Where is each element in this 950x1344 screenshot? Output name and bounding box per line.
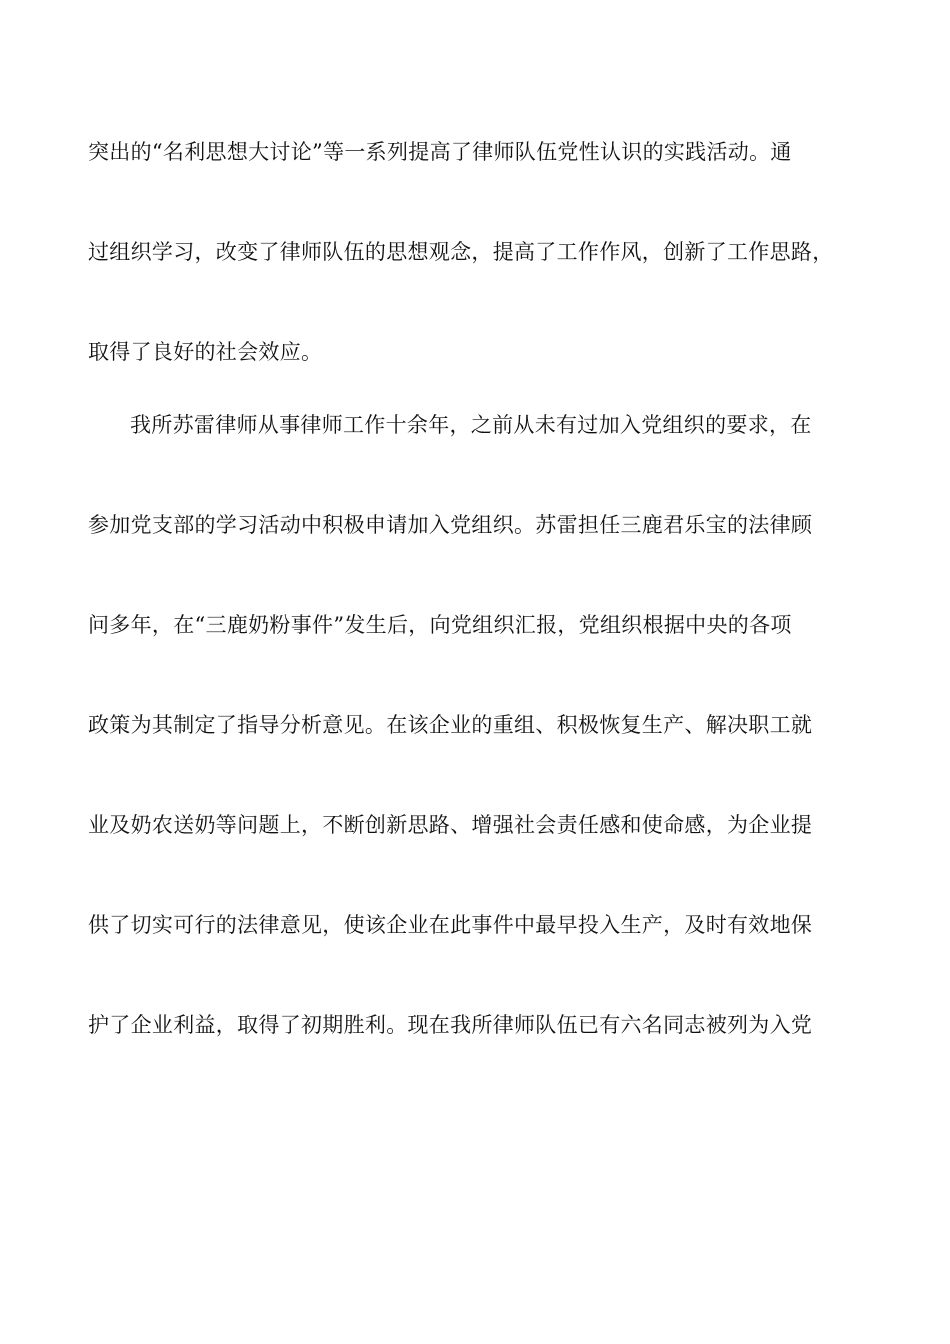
text-line: 过组织学习，改变了律师队伍的思想观念，提高了工作作风，创新了工作思路， [88, 240, 834, 264]
text-line: 政策为其制定了指导分析意见。在该企业的重组、积极恢复生产、解决职工就 [88, 713, 813, 737]
text-line: 取得了良好的社会效应。 [88, 340, 323, 364]
text-line: 业及奶农送奶等问题上，不断创新思路、增强社会责任感和使命感，为企业提 [88, 813, 813, 837]
text-line: 突出的“名利思想大讨论”等一系列提高了律师队伍党性认识的实践活动。通 [88, 140, 792, 164]
text-line: 护了企业利益，取得了初期胜利。现在我所律师队伍已有六名同志被列为入党 [88, 1013, 813, 1037]
text-line: 供了切实可行的法律意见，使该企业在此事件中最早投入生产，及时有效地保 [88, 913, 813, 937]
text-line: 参加党支部的学习活动中积极申请加入党组织。苏雷担任三鹿君乐宝的法律顾 [88, 513, 813, 537]
text-line: 问多年，在“三鹿奶粉事件”发生后，向党组织汇报，党组织根据中央的各项 [88, 613, 792, 637]
paragraph-first-line: 我所苏雷律师从事律师工作十余年，之前从未有过加入党组织的要求，在 [130, 413, 812, 437]
